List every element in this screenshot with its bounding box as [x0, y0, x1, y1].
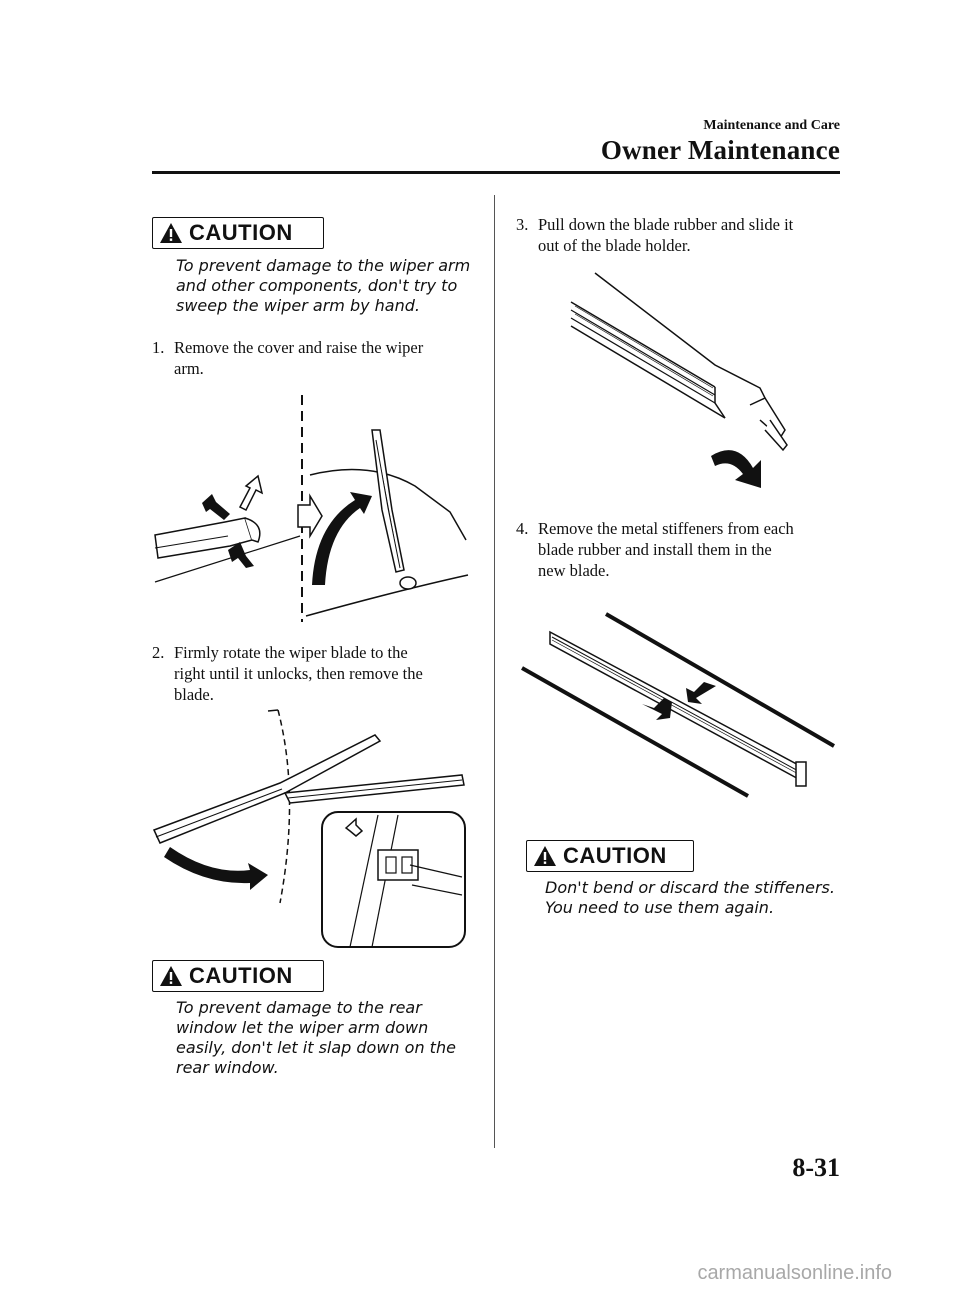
- watermark: carmanualsonline.info: [697, 1262, 892, 1284]
- warning-icon: [153, 218, 189, 248]
- caution-text: Don't bend or discard the stiffeners. You need to use them again.: [545, 878, 835, 917]
- warning-icon: [527, 841, 563, 871]
- section-name: Maintenance and Care: [703, 118, 840, 133]
- caution-badge: [526, 840, 694, 872]
- caution-text: To prevent damage to the wiper arm and other components, don't try to sweep the wiper arm by hand.: [176, 256, 471, 315]
- step-4: 4. Remove the metal stiffeners from each blade rubber and install them in the new blade.: [516, 519, 794, 580]
- step-3: 3. Pull down the blade rubber and slide it out of the blade holder.: [516, 215, 794, 255]
- caution-label: CAUTION: [189, 220, 293, 245]
- caution-badge: [152, 217, 324, 249]
- step-2: 2. Firmly rotate the wiper blade to the right until it unlocks, then remove the blade.: [152, 643, 423, 704]
- column-divider: [494, 195, 495, 1148]
- step-1: 1. Remove the cover and raise the wiper arm.: [152, 338, 424, 378]
- figure-remove-blade: [150, 705, 470, 950]
- page-title: Owner Maintenance: [600, 135, 840, 165]
- caution-text: To prevent damage to the rear window let the wiper arm down easily, don't let it slap down on the rear window.: [176, 998, 456, 1077]
- caution-label: CAUTION: [189, 963, 293, 988]
- caution-badge: [152, 960, 324, 992]
- caution-label: CAUTION: [563, 843, 667, 868]
- header-rule: [152, 171, 840, 174]
- figure-metal-stiffeners: [520, 610, 840, 805]
- warning-icon: [153, 961, 189, 991]
- figure-pull-blade-rubber: [565, 270, 805, 495]
- page-number: 8-31: [792, 1153, 840, 1182]
- figure-raise-wiper-arm: [150, 390, 470, 625]
